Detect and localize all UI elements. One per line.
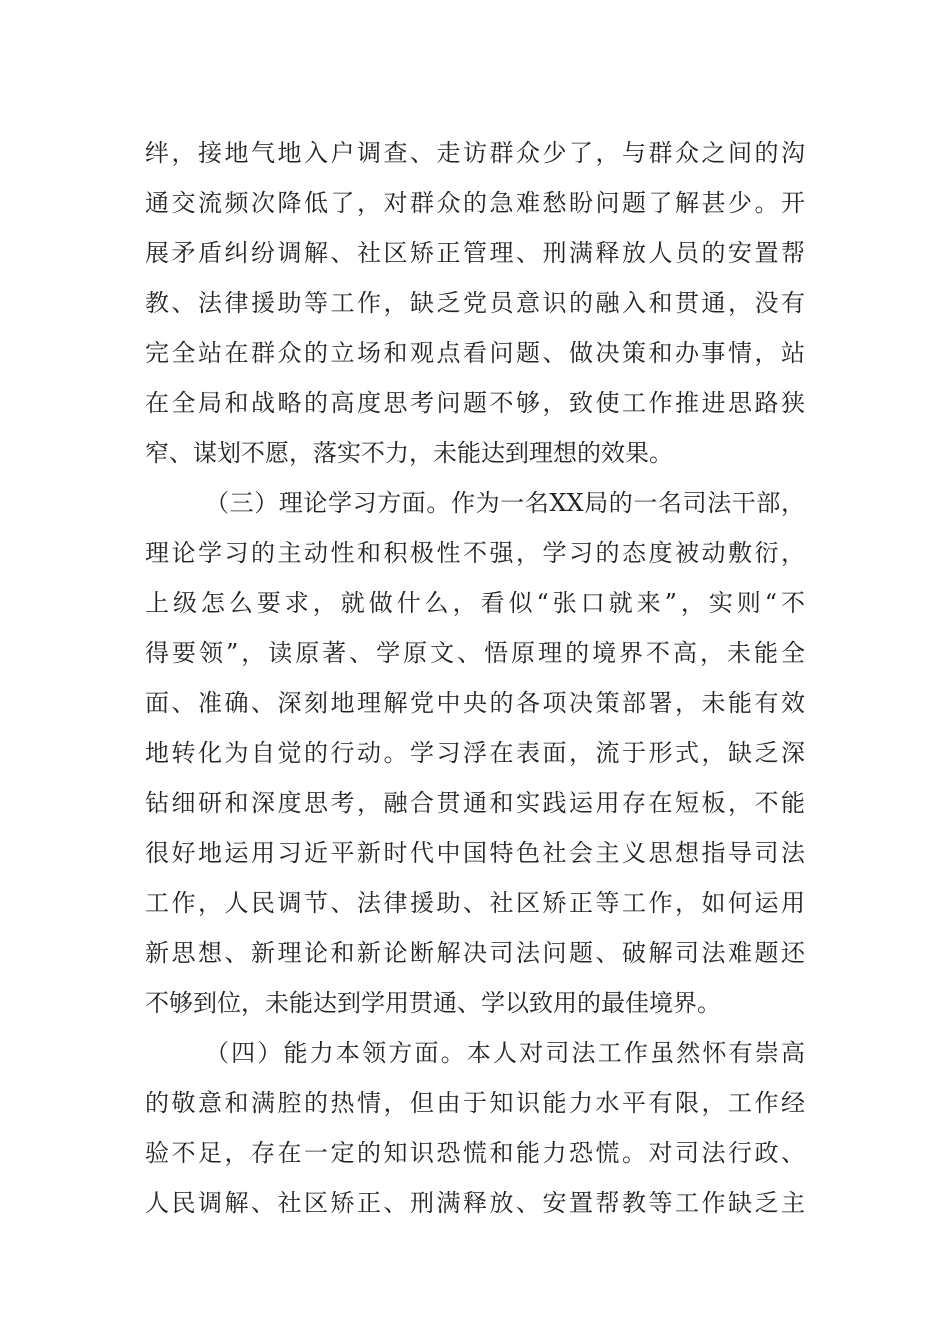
- paragraph-2-line-3: 上级怎么要求，就做什么，看似“张口就来”，实则“不: [145, 589, 805, 617]
- body-text: [145, 128, 805, 1228]
- paragraph-1-line-7: 窄、谋划不愿，落实不力，未能达到理想的效果。: [145, 439, 673, 467]
- paragraph-2-line-8: 很好地运用习近平新时代中国特色社会主义思想指导司法: [145, 839, 805, 867]
- paragraph-1-line-4: 教、法律援助等工作，缺乏党员意识的融入和贯通，没有: [145, 289, 805, 317]
- paragraph-3-line-3: 验不足，存在一定的知识恐慌和能力恐慌。对司法行政、: [145, 1139, 805, 1167]
- paragraph-2-line-9: 工作，人民调节、法律援助、社区矫正等工作，如何运用: [145, 889, 805, 917]
- paragraph-2-line-5: 面、准确、深刻地理解党中央的各项决策部署，未能有效: [145, 689, 805, 717]
- paragraph-1-line-1: 绊，接地气地入户调查、走访群众少了，与群众之间的沟: [145, 139, 805, 167]
- paragraph-1-line-6: 在全局和战略的高度思考问题不够，致使工作推进思路狭: [145, 389, 805, 417]
- paragraph-1-line-5: 完全站在群众的立场和观点看问题、做决策和办事情，站: [145, 339, 805, 367]
- paragraph-2-line-11: 不够到位，未能达到学用贯通、学以致用的最佳境界。: [145, 989, 721, 1017]
- paragraph-2-line-10: 新思想、新理论和新论断解决司法问题、破解司法难题还: [145, 939, 805, 967]
- paragraph-3-line-1: （四）能力本领方面。本人对司法工作虽然怀有崇高: [205, 1039, 805, 1067]
- paragraph-2-line-7: 钻细研和深度思考，融合贯通和实践运用存在短板，不能: [145, 789, 805, 817]
- paragraph-2-line-6: 地转化为自觉的行动。学习浮在表面，流于形式，缺乏深: [145, 739, 805, 767]
- paragraph-1-line-2: 通交流频次降低了，对群众的急难愁盼问题了解甚少。开: [145, 189, 805, 217]
- paragraph-2-line-1: （三）理论学习方面。作为一名XX局的一名司法干部，: [205, 489, 805, 517]
- paragraph-3-line-2: 的敬意和满腔的热情，但由于知识能力水平有限，工作经: [145, 1089, 805, 1117]
- paragraph-3-line-4: 人民调解、社区矫正、刑满释放、安置帮教等工作缺乏主: [145, 1189, 805, 1217]
- paragraph-1-line-3: 展矛盾纠纷调解、社区矫正管理、刑满释放人员的安置帮: [145, 239, 805, 267]
- paragraph-2-line-2: 理论学习的主动性和积极性不强，学习的态度被动敷衍，: [145, 539, 805, 567]
- paragraph-2-line-4: 得要领”，读原著、学原文、悟原理的境界不高，未能全: [145, 639, 805, 667]
